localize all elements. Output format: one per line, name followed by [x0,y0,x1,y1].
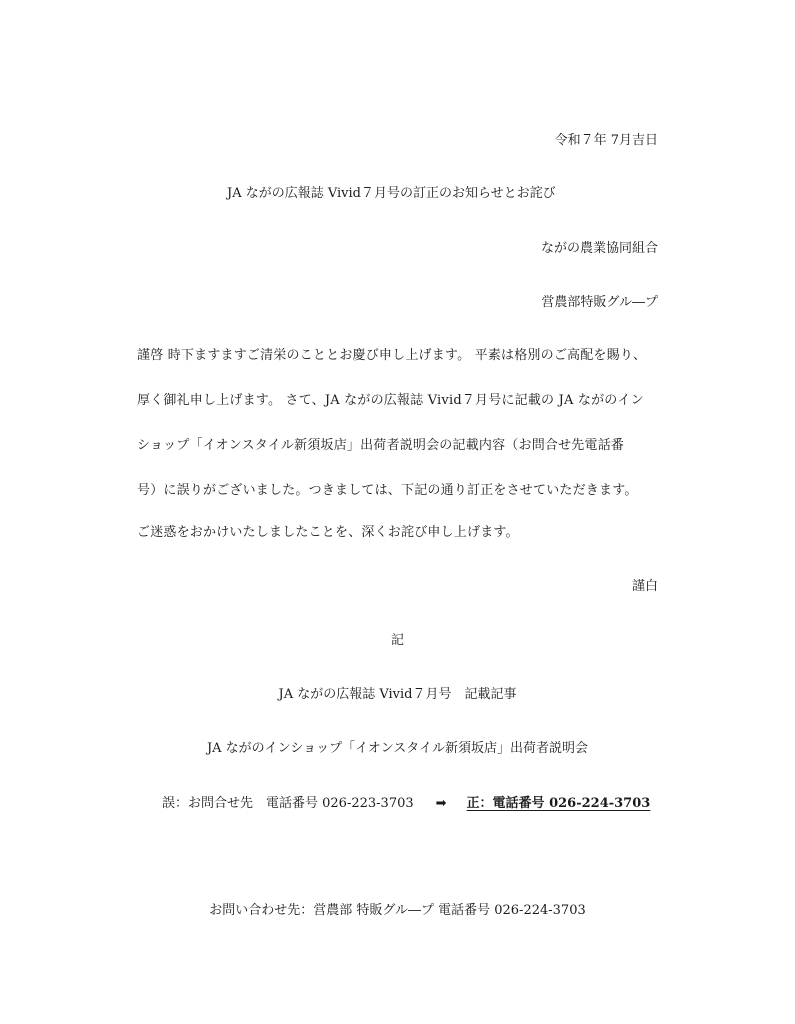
closing-word: 謹白 [631,579,658,594]
issue-line: JA ながの広報誌 Vivid７月号 記載記事 [278,687,517,702]
date-line: 令和７年 7月吉日 [554,133,658,148]
body-line-2: 厚く御礼申し上げます。 さて、JA ながの広報誌 Vivid７月号に記載の JA ながのイン [137,393,644,408]
body-line-5: ご迷惑をおかけいたしましたことを、深くお詫び申し上げます。 [137,525,519,540]
correction-row [162,795,650,813]
department-name: 営農部特販グル―プ [541,295,658,310]
correct-number-text: 正：電話番号 026-224-3703 [466,796,651,811]
organization-name: ながの農業協同組合 [540,241,658,256]
ki-heading: 記 [390,633,404,648]
body-line-3: ショップ「イオンスタイル新須坂店」出荷者説明会の記載内容（お問合せ先電話番 [137,438,625,453]
body-line-1: 謹啓 時下ますますご清栄のこととお慶び申し上げます。 平素は格別のご高配を賜り、 [137,348,647,363]
right-arrow-icon: ➡ [435,796,447,811]
body-line-4: 号）に誤りがございました。つきましては、下記の通り訂正をさせていただきます。 [137,483,638,498]
document-title: JA ながの広報誌 Vivid７月号の訂正のお知らせとお詫び [227,186,556,201]
article-line: JA ながのインショップ「イオンスタイル新須坂店」出荷者説明会 [206,741,589,756]
footer-contact: お問い合わせ先：営農部 特販グル―プ 電話番号 026-224-3703 [209,903,586,918]
wrong-number-text: 誤：お問合せ先 電話番号 026-223-3703 [162,796,414,811]
